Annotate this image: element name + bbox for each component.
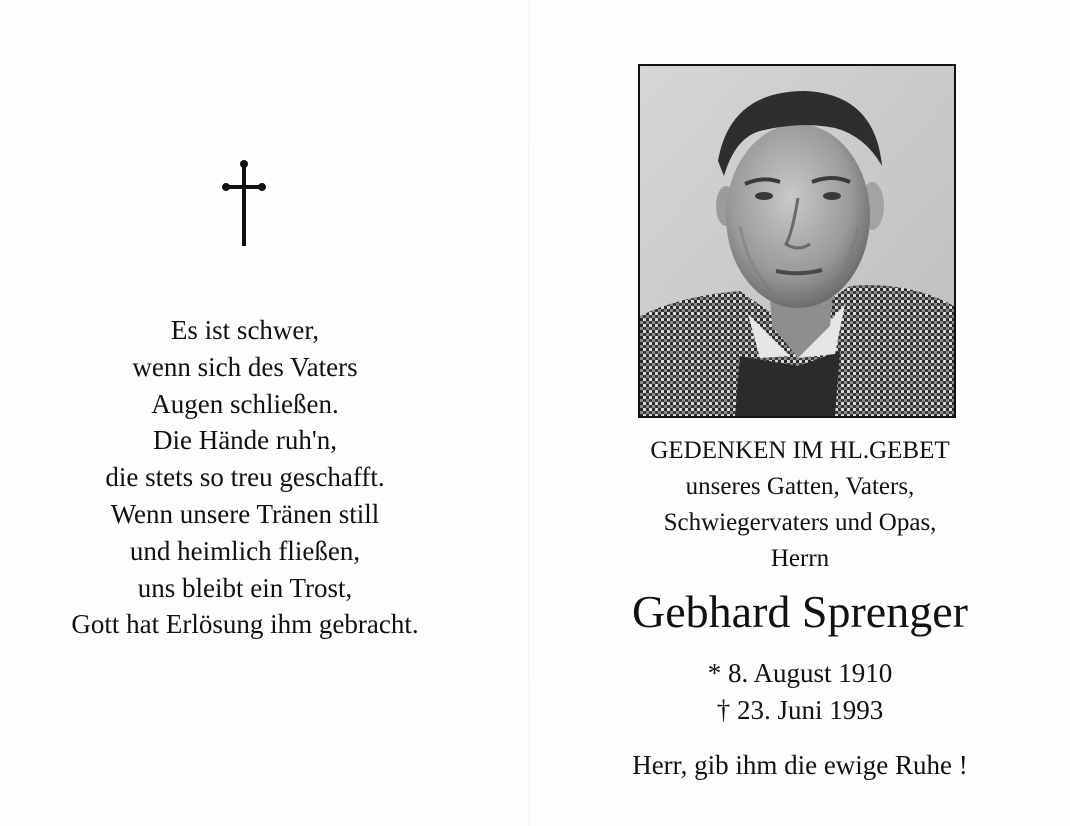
poem-line: wenn sich des Vaters (132, 351, 358, 382)
birth-date: * 8. August 1910 (707, 658, 893, 688)
heading-line: Schwiegervaters und Opas, (663, 509, 937, 536)
portrait-image (640, 66, 954, 416)
heading-line: Herrn (770, 545, 830, 572)
portrait-photo (638, 64, 956, 418)
poem-line: Es ist schwer, (170, 315, 320, 345)
death-date: † 23. Juni 1993 (716, 695, 884, 725)
poem-line: Gott hat Erlösung ihm gebracht. (71, 609, 419, 640)
poem-line: Wenn unsere Tränen still (110, 498, 380, 529)
poem-line: die stets so treu geschafft. (105, 462, 385, 493)
deceased-name: Gebhard Sprenger (632, 586, 968, 637)
heading-line: unseres Gatten, Vaters, (685, 473, 915, 500)
poem-line: und heimlich fließen, (129, 535, 361, 566)
life-dates (560, 655, 1040, 729)
closing-prayer: Herr, gib ihm die ewige Ruhe ! (632, 750, 968, 780)
memorial-heading (560, 433, 1040, 577)
poem-line: Die Hände ruh'n, (152, 425, 338, 456)
poem (20, 312, 470, 643)
card-fold (528, 0, 529, 826)
poem-line: uns bleibt ein Trost, (137, 572, 353, 603)
poem-line: Augen schließen. (151, 388, 339, 419)
heading-title: GEDENKEN IM HL.GEBET (650, 437, 950, 464)
cross-icon (222, 158, 266, 248)
